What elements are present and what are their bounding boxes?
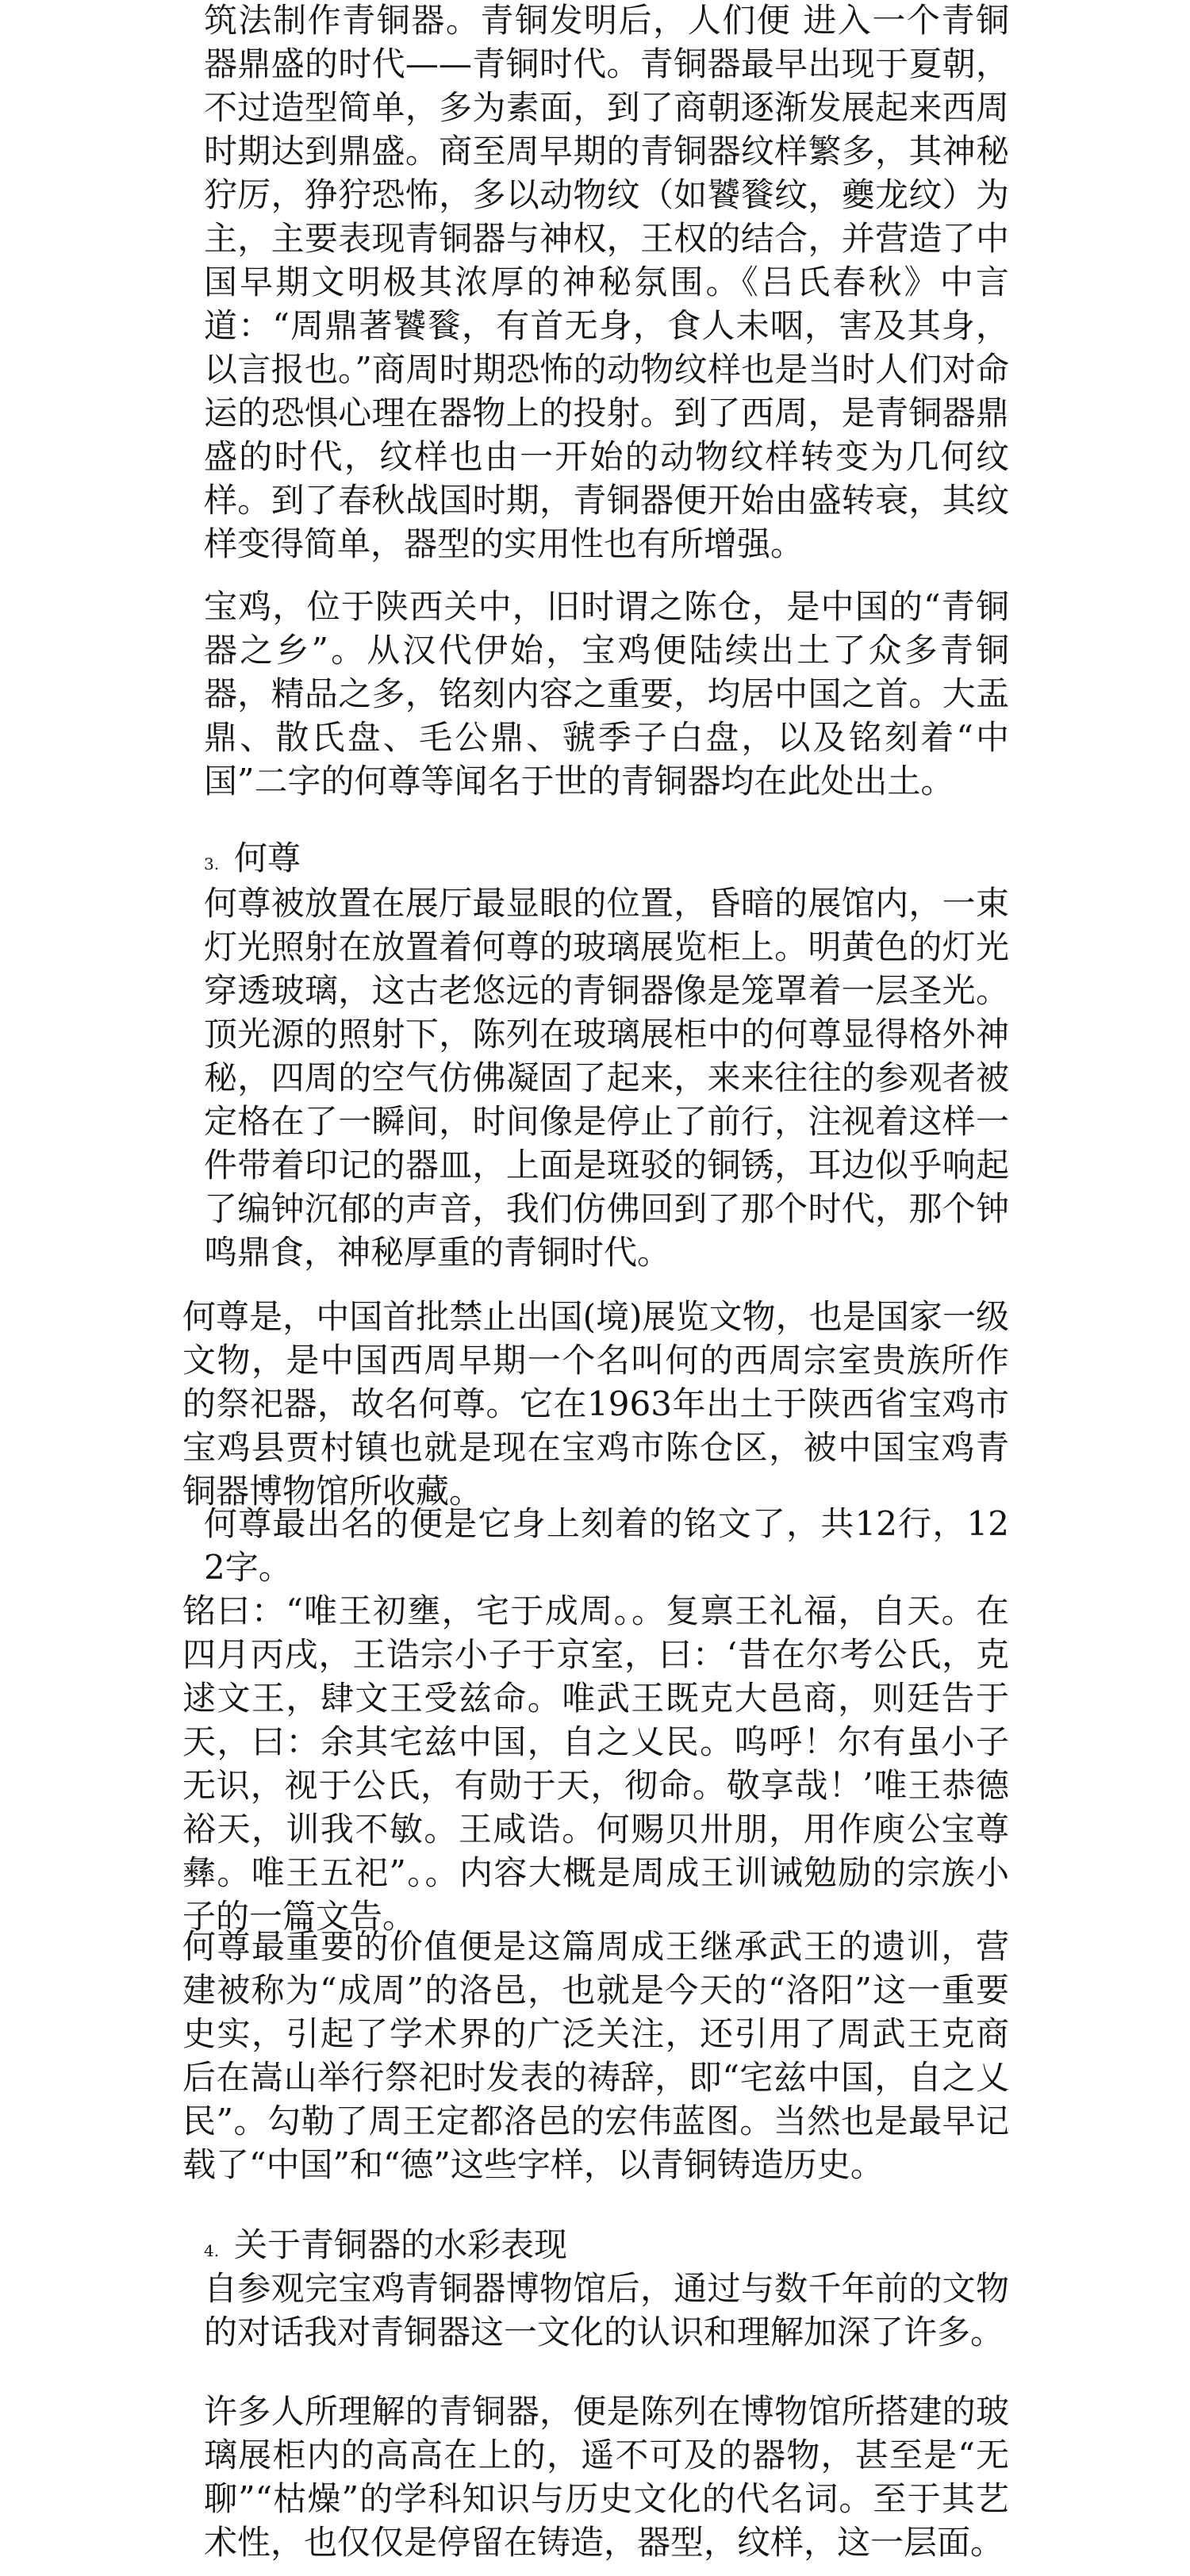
paragraph-he-zun-display: 何尊被放置在展厅最显眼的位置，昏暗的展馆内，一束灯光照射在放置着何尊的玻璃展览柜上。明黄色的灯光穿透玻璃，这古老悠远的青铜器像是笼罩着一层圣光。顶光源的照射下，陈列在玻璃展柜中的何尊显得格外神秘，四周的空气仿佛凝固了起来，来来往往的参观者被定格在了一瞬间，时间像是停止了前行，注视着这样一件带着印记的器皿，上面是斑驳的铜锈，耳边似乎响起了编钟沉郁的声音，我们仿佛回到了那个时代，那个钟鸣鼎食，神秘厚重的青铜时代。: [204, 884, 1009, 1272]
section-number: 4.: [204, 2241, 220, 2260]
section-title: 何尊: [234, 839, 301, 877]
paragraph-he-zun-cultural-relic: 何尊是，中国首批禁止出国(境)展览文物，也是国家一级文物，是中国西周早期一个名叫何的西周宗室贵族所作的祭祀器，故名何尊。它在1963年出土于陕西省宝鸡市宝鸡县贾村镇也就是现在宝鸡市陈仓区，被中国宝鸡青铜器博物馆所收藏。: [182, 1297, 1009, 1511]
paragraph-baoji-intro: 宝鸡，位于陕西关中，旧时谓之陈仓，是中国的“青铜器之乡”。从汉代伊始，宝鸡便陆续出土了众多青铜器，精品之多，铭刻内容之重要，均居中国之首。大盂鼎、散氏盘、毛公鼎、虢季子白盘，以及铭刻着“中国”二字的何尊等闻名于世的青铜器均在此处出土。: [204, 587, 1009, 800]
paragraph-bronze-perception: 许多人所理解的青铜器，便是陈列在博物馆所搭建的玻璃展柜内的高高在上的，遥不可及的器物，甚至是“无聊”“枯燥”的学科知识与历史文化的代名词。至于其艺术性，也仅仅是停留在铸造，器型，纹样，这一层面。: [204, 2392, 1009, 2562]
paragraph-he-zun-inscription-text: 铭曰：“唯王初壅，宅于成周。。复禀王礼福，自天。在四月丙戌，王诰宗小子于京室，曰：‘昔在尔考公氏，克逑文王，肆文王受兹命。唯武王既克大邑商，则廷告于天，曰：余其宅兹中国，自之乂民。呜呼！尔有虽小子无识，视于公氏，有勋于天，彻命。敬享哉！’唯王恭德裕天，训我不敏。王咸诰。何赐贝卅朋，用作庾公宝尊彝。唯王五祀”。。内容大概是周成王训诫勉励的宗族小子的一篇文告。: [182, 1591, 1009, 1936]
section-number: 3.: [204, 854, 220, 873]
section-heading-he-zun: [204, 836, 301, 886]
paragraph-bronze-age-history: 筑法制作青铜器。青铜发明后，人们便 进入一个青铜器鼎盛的时代——青铜时代。青铜器最早出现于夏朝，不过造型简单，多为素面，到了商朝逐渐发展起来西周时期达到鼎盛。商至周早期的青铜器纹样繁多，其神秘狞厉，狰狞恐怖，多以动物纹（如饕餮纹，夔龙纹）为主，主要表现青铜器与神权，王权的结合，并营造了中国早期文明极其浓厚的神秘氛围。《吕氏春秋》中言道：“周鼎著饕餮，有首无身，食人未咽，害及其身，以言报也。”商周时期恐怖的动物纹样也是当时人们对命运的恐惧心理在器物上的投射。到了西周，是青铜器鼎盛的时代，纹样也由一开始的动物纹样转变为几何纹样。到了春秋战国时期，青铜器便开始由盛转衰，其纹样变得简单，器型的实用性也有所增强。: [204, 1, 1009, 563]
paragraph-he-zun-value: 何尊最重要的价值便是这篇周成王继承武王的遗训，营建被称为“成周”的洛邑，也就是今天的“洛阳”这一重要史实，引起了学术界的广泛关注，还引用了周武王克商后在嵩山举行祭祀时发表的祷辞，即“宅兹中国，自之乂民”。勾勒了周王定都洛邑的宏伟蓝图。当然也是最早记载了“中国”和“德”这些字样，以青铜铸造历史。: [182, 1927, 1009, 2184]
section-title: 关于青铜器的水彩表现: [234, 2225, 568, 2264]
section-heading-watercolor: [204, 2223, 567, 2273]
paragraph-museum-visit: 自参观完宝鸡青铜器博物馆后，通过与数千年前的文物的对话我对青铜器这一文化的认识和理解加深了许多。: [204, 2269, 1009, 2351]
paragraph-he-zun-inscription-count: 何尊最出名的便是它身上刻着的铭文了，共12行，122字。: [204, 1504, 1009, 1587]
